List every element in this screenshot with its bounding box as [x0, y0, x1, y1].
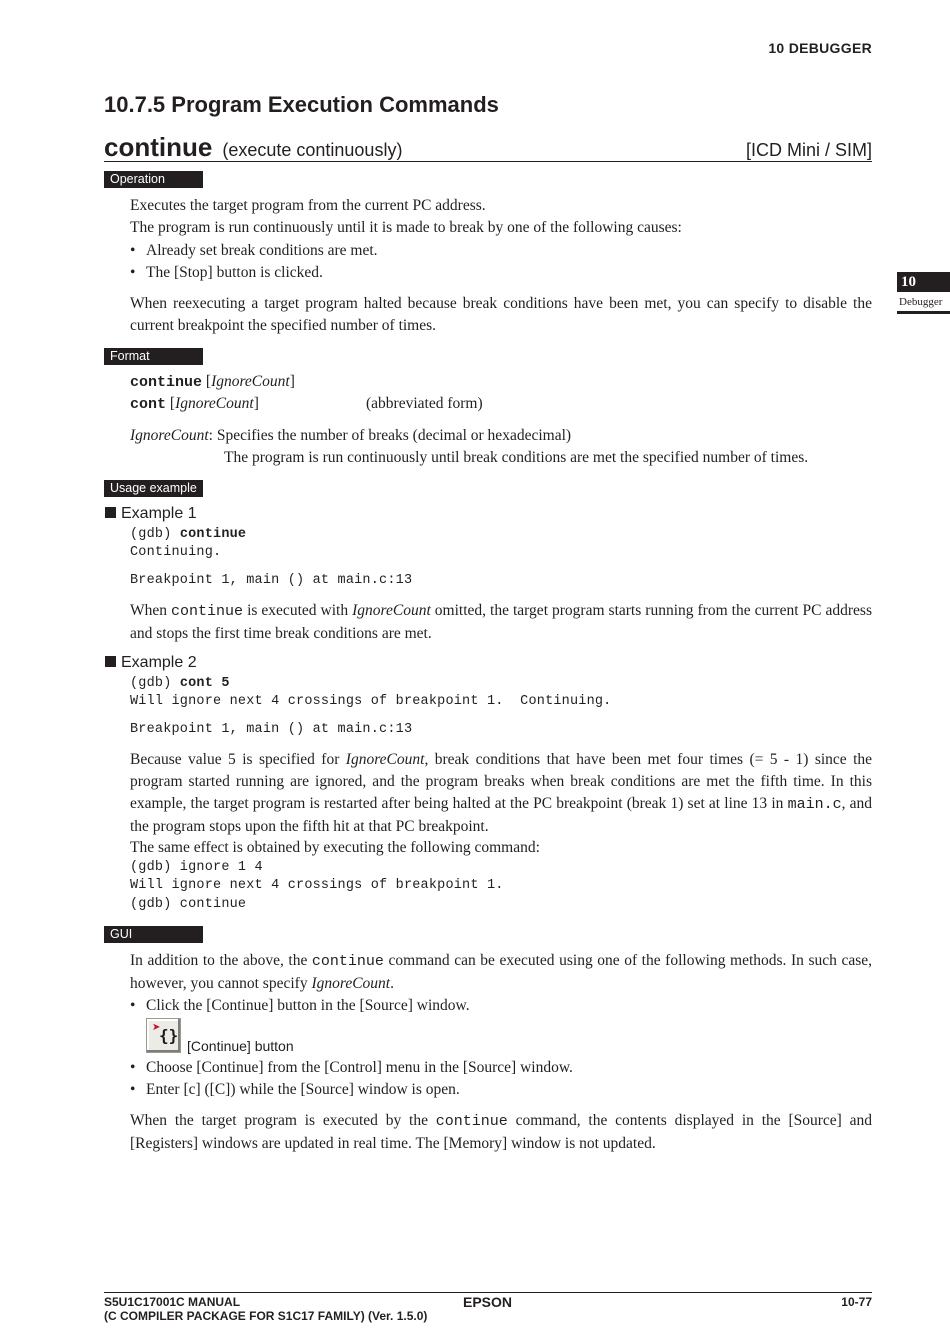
footer-manual: S5U1C17001C MANUAL: [104, 1295, 241, 1309]
format-param: IgnoreCount: [211, 373, 290, 390]
gui-bullet-1: • Click the [Continue] button in the [Source] window.: [130, 997, 470, 1014]
gdb-command: continue: [179, 527, 247, 542]
example-1-code-3: Breakpoint 1, main () at main.c:13: [130, 573, 413, 588]
format-line2: cont [IgnoreCount]: [130, 395, 259, 413]
continue-button-caption: [Continue] button: [187, 1038, 294, 1054]
example-2-ignore-2: Will ignore next 4 crossings of breakpoint 1.: [130, 878, 504, 893]
example-2-code-3: Breakpoint 1, main () at main.c:13: [130, 722, 413, 737]
footer-page-number: 10-77: [841, 1295, 872, 1309]
bullet-text: Choose [Continue] from the [Control] menu in the [Source] window.: [146, 1059, 573, 1076]
example-1-heading: [105, 505, 197, 523]
usage-label: Usage example: [104, 480, 203, 497]
operation-paragraph: When reexecuting a target program halted because break conditions have been met, you can specify to disable the current breakpoint the specified number of times.: [130, 295, 872, 334]
gdb-prompt: (gdb): [130, 676, 180, 691]
format-abbrev: (abbreviated form): [366, 395, 483, 412]
square-bullet-icon: [105, 656, 116, 667]
footer-package: (C COMPILER PACKAGE FOR S1C17 FAMILY) (Ver. 1.5.0): [104, 1309, 428, 1323]
param-desc-1: : Specifies the number of breaks (decimal or hexadecimal): [208, 427, 572, 444]
section-title: 10.7.5 Program Execution Commands: [104, 92, 499, 117]
gdb-prompt: (gdb): [130, 527, 180, 542]
example-2-ignore-3: (gdb) continue: [130, 897, 247, 912]
example-2-title: Example 2: [121, 654, 197, 671]
continue-arrow-icon: ➤: [152, 1022, 161, 1033]
operation-bullet-1: • Already set break conditions are met.: [130, 242, 378, 259]
format-cmd-full: continue: [130, 374, 203, 391]
command-name: continue: [104, 132, 213, 162]
continue-braces-icon: {}: [159, 1026, 179, 1045]
example-1-code-2: Continuing.: [130, 545, 222, 560]
bullet-text: Click the [Continue] button in the [Source] window.: [146, 997, 470, 1014]
command-desc: (execute continuously): [222, 140, 403, 160]
operation-line1: Executes the target program from the current PC address.: [130, 197, 486, 214]
operation-bullet-2: • The [Stop] button is clicked.: [130, 264, 323, 281]
gui-final-paragraph: When the target program is executed by the continue command, the contents displayed in the [Source] and [Registers] windows are updated in real time. The [Memory] window is not updated.: [130, 1112, 872, 1152]
gdb-command: cont 5: [179, 676, 230, 691]
bullet-text: Enter [c] ([C]) while the [Source] window is open.: [146, 1081, 460, 1098]
example-1-explanation: When continue is executed with IgnoreCount omitted, the target program starts running from the current PC address and stops the first time break conditions are met.: [130, 602, 872, 642]
footer-brand: EPSON: [463, 1294, 513, 1310]
gui-bullet-2: • Choose [Continue] from the [Control] menu in the [Source] window.: [130, 1059, 573, 1076]
side-tab-number: 10: [897, 272, 950, 292]
format-line1: continue [IgnoreCount]: [130, 373, 295, 391]
command-title: [104, 132, 872, 162]
continue-button[interactable]: [146, 1018, 181, 1053]
square-bullet-icon: [105, 507, 116, 518]
param-desc-2: The program is run continuously until break conditions are met the specified number of times.: [224, 449, 809, 466]
chapter-header: 10 DEBUGGER: [768, 40, 872, 56]
gui-bullet-3: • Enter [c] ([C]) while the [Source] window is open.: [130, 1081, 460, 1098]
example-2-explanation: Because value 5 is specified for IgnoreCount, break conditions that have been met four times (= 5 - 1) since the program started running are ignored, and the program breaks when break conditions are met the fifth time. In this example, the target program is restarted after being halted at the PC breakpoint (break 1) set at line 13 in main.c, and the program stops upon the fifth hit at that PC breakpoint.: [130, 751, 873, 835]
example-2-code-2: Will ignore next 4 crossings of breakpoint 1. Continuing.: [130, 694, 612, 709]
param-name: IgnoreCount: [130, 427, 209, 444]
side-tab-label: Debugger: [897, 292, 950, 314]
footer-rule: [104, 1292, 872, 1293]
format-param: IgnoreCount: [175, 395, 254, 412]
gui-intro: In addition to the above, the continue command can be executed using one of the following methods. In such case, however, you cannot specify IgnoreCount.: [130, 952, 872, 992]
gui-label: GUI: [104, 926, 203, 943]
example-2-ignore-1: (gdb) ignore 1 4: [130, 860, 263, 875]
example-2-heading: [105, 654, 197, 672]
example-2-same-effect: The same effect is obtained by executing the following command:: [130, 839, 540, 856]
format-cmd-short: cont: [130, 396, 167, 413]
example-1-code-1: [130, 526, 246, 545]
format-param-desc: [130, 425, 571, 447]
operation-label: Operation: [104, 171, 203, 188]
bullet-text: The [Stop] button is clicked.: [146, 264, 323, 281]
side-chapter-tab: [897, 272, 950, 314]
example-1-title: Example 1: [121, 505, 197, 522]
command-targets: [ICD Mini / SIM]: [745, 140, 872, 160]
operation-line2: The program is run continuously until it is made to break by one of the following causes:: [130, 219, 682, 236]
bullet-text: Already set break conditions are met.: [146, 242, 378, 259]
example-2-code-1: [130, 675, 230, 694]
format-label: Format: [104, 348, 203, 365]
